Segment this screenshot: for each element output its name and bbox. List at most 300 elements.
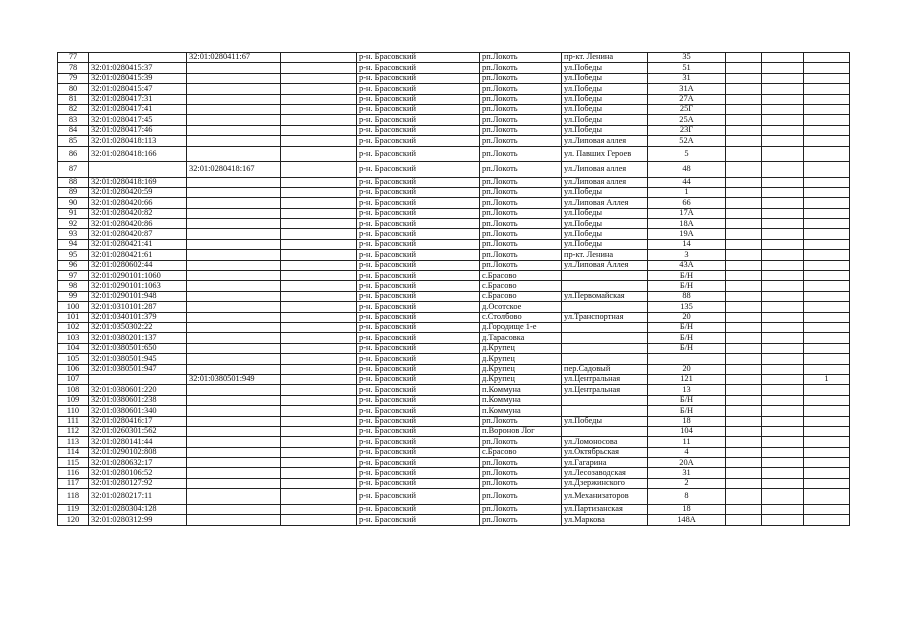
street: ул.Победы <box>562 63 648 73</box>
table-row <box>58 187 850 197</box>
street: ул.Липовая Аллея <box>562 198 648 208</box>
street: ул.Ломоносова <box>562 437 648 447</box>
table-row <box>58 374 850 384</box>
empty-cell <box>726 426 762 436</box>
district: р-н. Брасовский <box>357 515 480 525</box>
empty-cell <box>726 136 762 146</box>
house-number: Б/Н <box>648 322 726 332</box>
district: р-н. Брасовский <box>357 136 480 146</box>
empty-cell <box>762 302 804 312</box>
empty-cell <box>281 73 357 83</box>
row-number: 111 <box>58 416 89 426</box>
house-number: 18 <box>648 416 726 426</box>
table-row <box>58 343 850 353</box>
extra-value <box>804 333 850 343</box>
extra-value <box>804 458 850 468</box>
table-row <box>58 208 850 218</box>
street <box>562 426 648 436</box>
empty-cell <box>762 239 804 249</box>
empty-cell <box>281 187 357 197</box>
row-number: 115 <box>58 458 89 468</box>
row-number: 113 <box>58 437 89 447</box>
street: ул.Победы <box>562 219 648 229</box>
empty-cell <box>762 136 804 146</box>
street: ул.Победы <box>562 208 648 218</box>
street: ул.Победы <box>562 104 648 114</box>
empty-cell <box>281 416 357 426</box>
table-row <box>58 354 850 364</box>
extra-value <box>804 322 850 332</box>
locality: рп.Локоть <box>480 146 562 162</box>
empty-cell <box>762 219 804 229</box>
empty-cell <box>726 437 762 447</box>
table-row <box>58 447 850 457</box>
district: р-н. Брасовский <box>357 125 480 135</box>
cadastral-number-alt <box>187 416 281 426</box>
empty-cell <box>281 239 357 249</box>
house-number: 4 <box>648 447 726 457</box>
empty-cell <box>762 385 804 395</box>
empty-cell <box>726 115 762 125</box>
table-row <box>58 73 850 83</box>
table-row <box>58 53 850 63</box>
table-row <box>58 364 850 374</box>
empty-cell <box>762 364 804 374</box>
extra-value <box>804 447 850 457</box>
cadastral-number: 32:01:0280420:66 <box>89 198 187 208</box>
cadastral-number: 32:01:0280417:46 <box>89 125 187 135</box>
cadastral-number-alt <box>187 115 281 125</box>
locality: п.Коммуна <box>480 406 562 416</box>
row-number: 84 <box>58 125 89 135</box>
table-row <box>58 162 850 178</box>
district: р-н. Брасовский <box>357 63 480 73</box>
locality: д.Осотское <box>480 302 562 312</box>
district: р-н. Брасовский <box>357 219 480 229</box>
extra-value <box>804 281 850 291</box>
empty-cell <box>726 447 762 457</box>
locality: рп.Локоть <box>480 416 562 426</box>
cadastral-number-alt <box>187 385 281 395</box>
cadastral-number-alt <box>187 146 281 162</box>
empty-cell <box>762 260 804 270</box>
extra-value <box>804 177 850 187</box>
house-number: 5 <box>648 146 726 162</box>
cadastral-number-alt <box>187 229 281 239</box>
extra-value <box>804 343 850 353</box>
cadastral-number-alt <box>187 281 281 291</box>
district: р-н. Брасовский <box>357 260 480 270</box>
district: р-н. Брасовский <box>357 198 480 208</box>
empty-cell <box>762 437 804 447</box>
empty-cell <box>726 291 762 301</box>
cadastral-number: 32:01:0290101:948 <box>89 291 187 301</box>
extra-value <box>804 104 850 114</box>
empty-cell <box>281 354 357 364</box>
cadastral-number: 32:01:0280417:45 <box>89 115 187 125</box>
extra-value <box>804 146 850 162</box>
locality: д.Крупец <box>480 364 562 374</box>
locality: рп.Локоть <box>480 125 562 135</box>
empty-cell <box>726 162 762 178</box>
extra-value <box>804 239 850 249</box>
row-number: 112 <box>58 426 89 436</box>
empty-cell <box>762 94 804 104</box>
cadastral-number: 32:01:0380501:947 <box>89 364 187 374</box>
empty-cell <box>726 104 762 114</box>
extra-value <box>804 426 850 436</box>
locality: д.Тарасовка <box>480 333 562 343</box>
row-number: 120 <box>58 515 89 525</box>
table-row <box>58 94 850 104</box>
table-row <box>58 104 850 114</box>
cadastral-number-alt <box>187 515 281 525</box>
street: ул.Дзержинского <box>562 478 648 488</box>
empty-cell <box>726 458 762 468</box>
locality: рп.Локоть <box>480 104 562 114</box>
empty-cell <box>281 364 357 374</box>
district: р-н. Брасовский <box>357 354 480 364</box>
empty-cell <box>762 84 804 94</box>
locality: п.Воронов Лог <box>480 426 562 436</box>
cadastral-number-alt <box>187 84 281 94</box>
extra-value <box>804 94 850 104</box>
cadastral-number: 32:01:0290101:1060 <box>89 271 187 281</box>
street: ул.Липовая аллея <box>562 136 648 146</box>
district: р-н. Брасовский <box>357 53 480 63</box>
extra-value <box>804 84 850 94</box>
cadastral-number: 32:01:0280420:87 <box>89 229 187 239</box>
cadastral-number: 32:01:0290101:1063 <box>89 281 187 291</box>
table-row <box>58 515 850 525</box>
table-row <box>58 84 850 94</box>
cadastral-number: 32:01:0260301:562 <box>89 426 187 436</box>
cadastral-number-alt <box>187 208 281 218</box>
empty-cell <box>281 260 357 270</box>
row-number: 90 <box>58 198 89 208</box>
empty-cell <box>281 515 357 525</box>
extra-value <box>804 302 850 312</box>
street <box>562 281 648 291</box>
house-number: 14 <box>648 239 726 249</box>
locality: с.Брасово <box>480 281 562 291</box>
district: р-н. Брасовский <box>357 426 480 436</box>
extra-value: 1 <box>804 374 850 384</box>
empty-cell <box>726 302 762 312</box>
table-row <box>58 437 850 447</box>
row-number: 80 <box>58 84 89 94</box>
empty-cell <box>762 515 804 525</box>
district: р-н. Брасовский <box>357 312 480 322</box>
row-number: 77 <box>58 53 89 63</box>
locality: с.Столбово <box>480 312 562 322</box>
extra-value <box>804 229 850 239</box>
table-row <box>58 271 850 281</box>
extra-value <box>804 395 850 405</box>
empty-cell <box>762 73 804 83</box>
house-number: 18А <box>648 219 726 229</box>
cadastral-number: 32:01:0280417:31 <box>89 94 187 104</box>
empty-cell <box>281 468 357 478</box>
empty-cell <box>726 333 762 343</box>
cadastral-number: 32:01:0350302:22 <box>89 322 187 332</box>
empty-cell <box>762 177 804 187</box>
empty-cell <box>762 115 804 125</box>
cadastral-number-alt <box>187 426 281 436</box>
street: пр-кт. Ленина <box>562 53 648 63</box>
row-number: 101 <box>58 312 89 322</box>
table-row <box>58 239 850 249</box>
empty-cell <box>762 104 804 114</box>
house-number: 31 <box>648 468 726 478</box>
district: р-н. Брасовский <box>357 364 480 374</box>
table-row <box>58 478 850 488</box>
street: ул.Партизанская <box>562 504 648 514</box>
cadastral-number: 32:01:0290102:808 <box>89 447 187 457</box>
locality: д.Городище 1-е <box>480 322 562 332</box>
empty-cell <box>762 504 804 514</box>
extra-value <box>804 136 850 146</box>
street: ул.Победы <box>562 416 648 426</box>
locality: рп.Локоть <box>480 229 562 239</box>
street: ул.Первомайская <box>562 291 648 301</box>
cadastral-number-alt <box>187 406 281 416</box>
row-number: 86 <box>58 146 89 162</box>
house-number: 148А <box>648 515 726 525</box>
row-number: 100 <box>58 302 89 312</box>
street: пр-кт. Ленина <box>562 250 648 260</box>
table-row <box>58 489 850 505</box>
empty-cell <box>281 146 357 162</box>
table-row <box>58 395 850 405</box>
cadastral-number: 32:01:0280312:99 <box>89 515 187 525</box>
empty-cell <box>726 312 762 322</box>
empty-cell <box>762 354 804 364</box>
empty-cell <box>726 177 762 187</box>
row-number: 88 <box>58 177 89 187</box>
locality: д.Крупец <box>480 343 562 353</box>
table-row <box>58 416 850 426</box>
house-number: 31 <box>648 73 726 83</box>
street <box>562 343 648 353</box>
locality: рп.Локоть <box>480 260 562 270</box>
row-number: 92 <box>58 219 89 229</box>
table-row <box>58 146 850 162</box>
row-number: 97 <box>58 271 89 281</box>
locality: рп.Локоть <box>480 250 562 260</box>
empty-cell <box>281 312 357 322</box>
table-row <box>58 322 850 332</box>
empty-cell <box>726 239 762 249</box>
locality: рп.Локоть <box>480 198 562 208</box>
empty-cell <box>762 187 804 197</box>
house-number: 121 <box>648 374 726 384</box>
empty-cell <box>726 395 762 405</box>
row-number: 119 <box>58 504 89 514</box>
house-number: 51 <box>648 63 726 73</box>
locality: рп.Локоть <box>480 515 562 525</box>
cadastral-number: 32:01:0280418:166 <box>89 146 187 162</box>
extra-value <box>804 437 850 447</box>
cadastral-number: 32:01:0280421:41 <box>89 239 187 249</box>
empty-cell <box>762 468 804 478</box>
table-row <box>58 125 850 135</box>
house-number: 88 <box>648 291 726 301</box>
empty-cell <box>762 374 804 384</box>
empty-cell <box>726 73 762 83</box>
house-number: 52А <box>648 136 726 146</box>
street: ул.Победы <box>562 84 648 94</box>
cadastral-number-alt <box>187 104 281 114</box>
district: р-н. Брасовский <box>357 406 480 416</box>
locality: с.Брасово <box>480 271 562 281</box>
empty-cell <box>762 333 804 343</box>
cadastral-number: 32:01:0280416:17 <box>89 416 187 426</box>
cadastral-number-alt <box>187 94 281 104</box>
locality: рп.Локоть <box>480 177 562 187</box>
locality: рп.Локоть <box>480 458 562 468</box>
empty-cell <box>281 291 357 301</box>
registry-table <box>57 52 850 526</box>
street: ул.Победы <box>562 187 648 197</box>
empty-cell <box>281 374 357 384</box>
house-number: 2 <box>648 478 726 488</box>
extra-value <box>804 406 850 416</box>
cadastral-number <box>89 374 187 384</box>
cadastral-number-alt <box>187 468 281 478</box>
empty-cell <box>726 146 762 162</box>
empty-cell <box>762 426 804 436</box>
empty-cell <box>726 94 762 104</box>
cadastral-number-alt <box>187 437 281 447</box>
street: пер.Садовый <box>562 364 648 374</box>
row-number: 93 <box>58 229 89 239</box>
district: р-н. Брасовский <box>357 322 480 332</box>
locality: д.Крупец <box>480 374 562 384</box>
locality: рп.Локоть <box>480 208 562 218</box>
row-number: 103 <box>58 333 89 343</box>
empty-cell <box>726 250 762 260</box>
empty-cell <box>726 374 762 384</box>
street <box>562 354 648 364</box>
house-number: 31А <box>648 84 726 94</box>
row-number: 107 <box>58 374 89 384</box>
district: р-н. Брасовский <box>357 468 480 478</box>
district: р-н. Брасовский <box>357 385 480 395</box>
empty-cell <box>762 208 804 218</box>
cadastral-number: 32:01:0280415:47 <box>89 84 187 94</box>
cadastral-number: 32:01:0280127:92 <box>89 478 187 488</box>
empty-cell <box>762 63 804 73</box>
table-row <box>58 198 850 208</box>
empty-cell <box>726 271 762 281</box>
cadastral-number-alt <box>187 125 281 135</box>
house-number: 20А <box>648 458 726 468</box>
street: ул. Павших Героев <box>562 146 648 162</box>
row-number: 81 <box>58 94 89 104</box>
street <box>562 271 648 281</box>
house-number: Б/Н <box>648 271 726 281</box>
cadastral-number-alt <box>187 239 281 249</box>
district: р-н. Брасовский <box>357 281 480 291</box>
cadastral-number-alt <box>187 395 281 405</box>
extra-value <box>804 354 850 364</box>
house-number: 8 <box>648 489 726 505</box>
cadastral-number-alt <box>187 364 281 374</box>
extra-value <box>804 115 850 125</box>
row-number: 87 <box>58 162 89 178</box>
cadastral-number: 32:01:0280420:82 <box>89 208 187 218</box>
house-number: 135 <box>648 302 726 312</box>
empty-cell <box>726 468 762 478</box>
locality: рп.Локоть <box>480 239 562 249</box>
empty-cell <box>281 219 357 229</box>
empty-cell <box>281 250 357 260</box>
empty-cell <box>281 94 357 104</box>
house-number: 1 <box>648 187 726 197</box>
district: р-н. Брасовский <box>357 208 480 218</box>
house-number: 3 <box>648 250 726 260</box>
empty-cell <box>762 343 804 353</box>
locality: п.Коммуна <box>480 385 562 395</box>
row-number: 91 <box>58 208 89 218</box>
empty-cell <box>726 187 762 197</box>
street: ул.Механизаторов <box>562 489 648 505</box>
cadastral-number: 32:01:0280415:39 <box>89 73 187 83</box>
empty-cell <box>281 115 357 125</box>
house-number: Б/Н <box>648 333 726 343</box>
empty-cell <box>726 416 762 426</box>
extra-value <box>804 250 850 260</box>
empty-cell <box>281 478 357 488</box>
row-number: 106 <box>58 364 89 374</box>
street: ул.Победы <box>562 94 648 104</box>
street: ул.Победы <box>562 239 648 249</box>
locality: с.Брасово <box>480 291 562 301</box>
district: р-н. Брасовский <box>357 302 480 312</box>
empty-cell <box>762 250 804 260</box>
empty-cell <box>726 63 762 73</box>
house-number: 18 <box>648 504 726 514</box>
cadastral-number: 32:01:0280420:86 <box>89 219 187 229</box>
district: р-н. Брасовский <box>357 504 480 514</box>
cadastral-number-alt <box>187 343 281 353</box>
house-number: 23Г <box>648 125 726 135</box>
cadastral-number-alt <box>187 322 281 332</box>
district: р-н. Брасовский <box>357 416 480 426</box>
street: ул.Победы <box>562 125 648 135</box>
row-number: 83 <box>58 115 89 125</box>
extra-value <box>804 364 850 374</box>
house-number: 25Г <box>648 104 726 114</box>
extra-value <box>804 504 850 514</box>
cadastral-number-alt <box>187 260 281 270</box>
cadastral-number-alt <box>187 354 281 364</box>
cadastral-number-alt <box>187 63 281 73</box>
empty-cell <box>281 385 357 395</box>
table-row <box>58 63 850 73</box>
row-number: 104 <box>58 343 89 353</box>
empty-cell <box>726 354 762 364</box>
empty-cell <box>726 406 762 416</box>
house-number: 48 <box>648 162 726 178</box>
cadastral-number-alt <box>187 504 281 514</box>
table-row <box>58 426 850 436</box>
street: ул.Победы <box>562 229 648 239</box>
table-row <box>58 136 850 146</box>
empty-cell <box>281 302 357 312</box>
table-row <box>58 312 850 322</box>
